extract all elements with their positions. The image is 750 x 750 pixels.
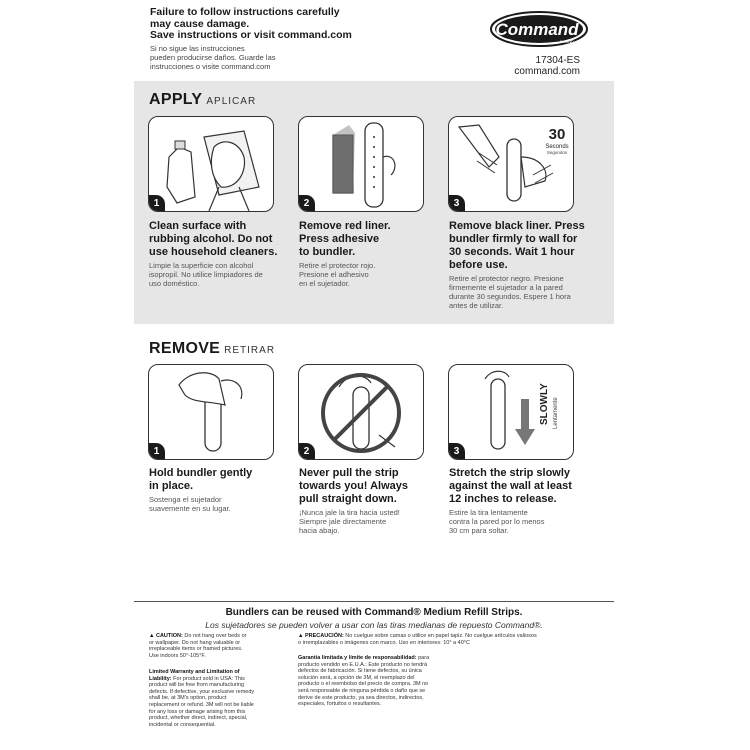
remove-step-2-text [299, 467, 449, 535]
step-small-line: antes de utilizar. [449, 301, 504, 310]
fine-line: especiales, fortuitos o resultantes. [298, 701, 382, 708]
timer-label-en: Seconds [545, 144, 569, 150]
warranty-en-label: Liability: [149, 675, 172, 682]
remove-step-3-illustration [448, 364, 574, 460]
apply-title-en: APPLY [149, 91, 203, 108]
step-bold-line: Never pull the strip [299, 467, 399, 479]
warning-es-line: pueden producirse daños. Guarde las [150, 52, 276, 62]
remove-step-3-text [449, 467, 609, 535]
step-bold-line: Press adhesive [299, 233, 380, 245]
fine-line: será responsable de ninguna pérdida o daño que se [298, 687, 426, 694]
step-bold-line: before use. [449, 259, 508, 271]
fine-line: product will be free from manufacturing [149, 682, 245, 689]
apply-step-1-illustration [148, 116, 274, 212]
apply-step-3-text [449, 220, 609, 310]
step-small-line: suavemente en su lugar. [149, 504, 231, 513]
apply-step-2-illustration [298, 116, 424, 212]
fine-line: shall be, at 3M's option, product [149, 695, 227, 702]
slowly-label-es: Lentamente [553, 397, 559, 429]
step-small-line: Estire la tira lentamente [449, 508, 528, 517]
step-number-badge: 3 [448, 443, 465, 460]
apply-step-2-text [299, 220, 449, 288]
step-bold-line: 30 seconds. Wait 1 hour [449, 246, 575, 258]
remove-title [149, 340, 275, 358]
step-bold-line: rubbing alcohol. Do not [149, 233, 273, 245]
step-small-line: Sostenga el sujetador [149, 495, 222, 504]
logo-text: Command [495, 20, 579, 39]
step-bold-line: against the wall at least [449, 480, 572, 492]
apply-step-3-illustration [448, 116, 574, 212]
step-number-badge: 1 [148, 195, 165, 212]
fine-line: Use indoors 50°-105°F. [149, 652, 206, 659]
step-number-badge: 2 [298, 443, 315, 460]
caution-en-label: ▲ CAUTION: [149, 633, 183, 639]
fine-line: o irremplazables o imágenes con marco. Uso en interiores: 10° a 40°C [298, 639, 470, 646]
fine-line: replacement or refund. 3M will not be liable [149, 701, 254, 708]
fine-line: defects. If defective, your exclusive remedy [149, 688, 255, 695]
step-small-line: durante 30 segundos. Espere 1 hora [449, 292, 571, 301]
slowly-label-en: SLOWLY [539, 383, 550, 425]
step-small-line: Retire el protector negro. Presione [449, 274, 564, 283]
logo-icon [489, 8, 593, 50]
step-number-badge: 3 [448, 195, 465, 212]
step-number-badge: 2 [298, 195, 315, 212]
step-bold-line: 12 inches to release. [449, 493, 557, 505]
step-small-line: isopropil. No utilice limpiadores de [149, 270, 263, 279]
step-small-line: en el sujetador. [299, 279, 350, 288]
apply-step-1-text [149, 220, 299, 288]
fine-line: para [416, 655, 430, 661]
step-small-line: uso doméstico. [149, 279, 200, 288]
fine-line: producto o el reembolso del precio de compra. 3M no [298, 681, 429, 688]
step-bold-line: to bundler. [299, 246, 356, 258]
apply-title [149, 91, 256, 109]
fine-line: For product sold in USA: This [171, 675, 245, 682]
apply-title-es: APLICAR [206, 96, 257, 107]
warning-en-line: may cause damage. [150, 17, 250, 30]
step-bold-line: Hold bundler gently [149, 467, 253, 479]
sku-number: 17304-ES [535, 55, 580, 66]
step-small-line: Limpie la superficie con alcohol [149, 261, 254, 270]
timer-value: 30 [548, 126, 566, 143]
fine-line: product, whether direct, indirect, special, [149, 715, 248, 722]
step-bold-line: Clean surface with [149, 220, 247, 232]
fine-line: solución será, a opción de 3M, el reemplazo del [298, 674, 415, 681]
step-bold-line: Remove red liner. [299, 220, 391, 232]
warning-en-line: Save instructions or visit command.com [150, 29, 352, 41]
fine-line: or wallpaper. Do not hang valuable or [149, 639, 241, 646]
fine-line: incidental or consequential. [149, 721, 216, 728]
fine-line: derive de este producto, ya sea directos, indirectos, [298, 694, 424, 701]
step-bold-line: in place. [149, 480, 194, 492]
warning-en-line: Failure to follow instructions carefully [150, 6, 340, 18]
warning-es-line: Si no sigue las instrucciones [150, 43, 245, 53]
fine-line: producto vendido en E.U.A.: Este producto no tendrá [298, 661, 428, 668]
warranty-en-label: Limited Warranty and Limitation of [149, 669, 240, 675]
remove-step-1-illustration [148, 364, 274, 460]
remove-step-2-illustration [298, 364, 424, 460]
command-logo [489, 8, 593, 50]
warranty-es [298, 655, 468, 708]
caution-es [298, 633, 618, 646]
step-bold-line: use household cleaners. [149, 246, 278, 258]
step-bold-line: Stretch the strip slowly [449, 467, 571, 479]
timer-label-es: Segundos [546, 150, 568, 155]
remove-title-es: RETIRAR [224, 345, 276, 356]
footer-divider [134, 601, 614, 602]
caution-es-label: ▲ PRECAUCIÓN: [298, 633, 344, 639]
step-number-badge: 1 [148, 443, 165, 460]
website: command.com [514, 66, 580, 77]
fine-line: No cuelgue sobre camas o utilice en papel tapiz. No cuelgue artículos valiosos [343, 633, 537, 639]
step-small-line: hacia abajo. [299, 526, 340, 535]
step-small-line: contra la pared por lo menos [449, 517, 545, 526]
warranty-es-label: Garantía limitada y límite de responsabilidad: [298, 655, 417, 661]
remove-title-en: REMOVE [149, 340, 221, 357]
warning-block [150, 7, 352, 71]
step-bold-line: towards you! Always [299, 480, 409, 492]
fine-line: irreplaceable items or framed pictures. [149, 646, 243, 653]
reuse-note-es: Los sujetadores se pueden volver a usar con las tiras medianas de repuesto Command®. [205, 620, 543, 630]
step-small-line: ¡Nunca jale la tira hacia usted! [299, 508, 400, 517]
step-small-line: Siempre jale directamente [299, 517, 387, 526]
fine-line: for any loss or damage arising from this [149, 708, 246, 715]
reuse-note-en: Bundlers can be reused with Command® Medium Refill Strips. [225, 607, 523, 618]
down-arrow-icon [521, 399, 529, 429]
step-small-line: firmemente el sujetador a la pared [449, 283, 563, 292]
remove-step-1-text [149, 467, 299, 513]
step-bold-line: pull straight down. [299, 493, 397, 505]
warning-es-line: instrucciones o visite command.com [150, 61, 271, 71]
step-small-line: Presione el adhesivo [299, 270, 369, 279]
step-small-line: Retire el protector rojo. [299, 261, 376, 270]
warranty-en [149, 669, 279, 728]
step-bold-line: bundler firmly to wall for [449, 233, 578, 245]
logo-sub: BRAND [559, 39, 575, 44]
step-small-line: 30 cm para soltar. [449, 526, 509, 535]
caution-en [149, 633, 279, 659]
fine-line: defectos de fabricación. Si tiene defectos, su única [298, 668, 422, 675]
step-bold-line: Remove black liner. Press [449, 220, 585, 232]
fine-line: Do not hang over beds or [182, 633, 247, 639]
